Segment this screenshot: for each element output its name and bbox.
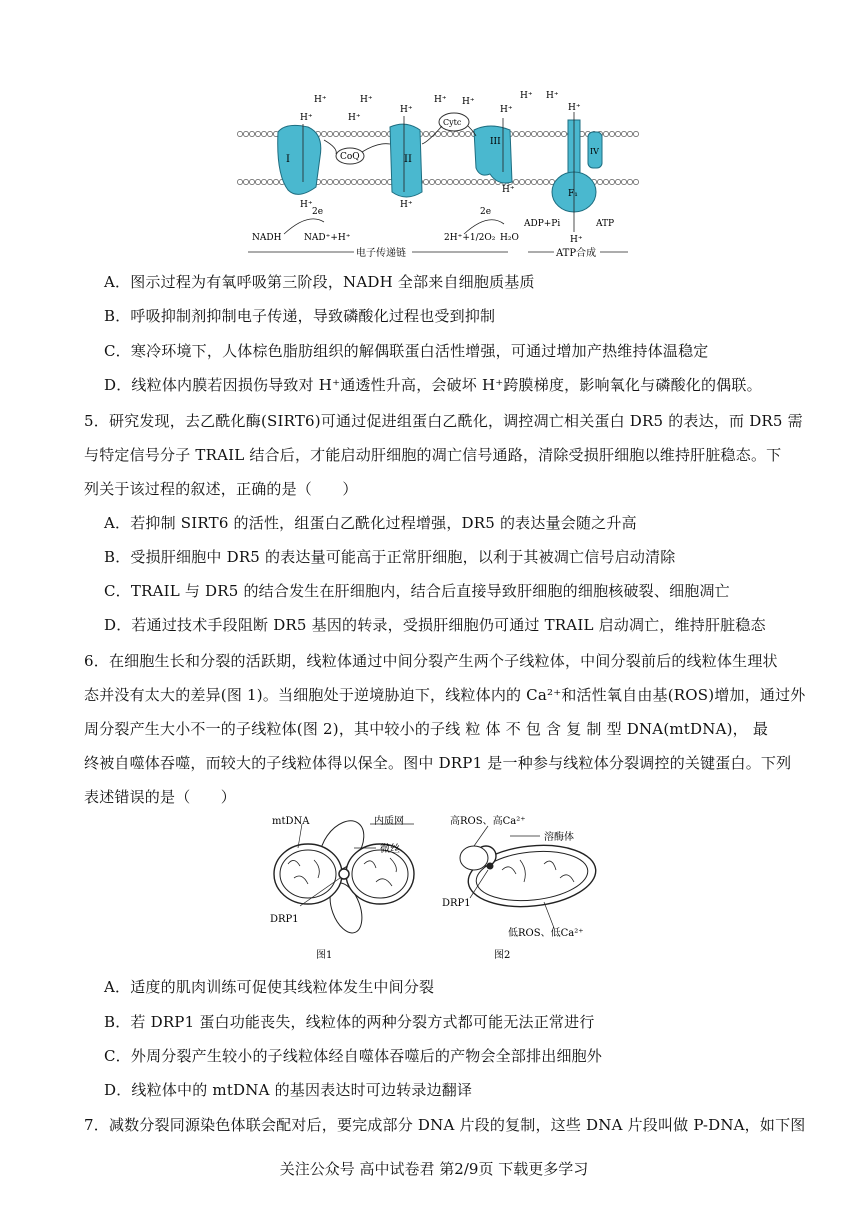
- svg-text:溶酶体: 溶酶体: [544, 832, 574, 843]
- lipid-head: [333, 179, 338, 184]
- svg-text:ADP+Pi: ADP+Pi: [524, 219, 561, 229]
- lipid-head: [459, 179, 464, 184]
- lipid-head: [255, 179, 260, 184]
- svg-text:图2: 图2: [494, 950, 511, 961]
- lipid-head: [531, 131, 536, 136]
- svg-text:2H⁺+1/2O₂: 2H⁺+1/2O₂: [444, 233, 496, 243]
- lipid-head: [261, 179, 266, 184]
- lipid-head: [435, 179, 440, 184]
- lipid-head: [519, 179, 524, 184]
- lipid-head: [621, 179, 626, 184]
- svg-text:高ROS、高Ca²⁺: 高ROS、高Ca²⁺: [450, 816, 526, 827]
- lipid-head: [381, 179, 386, 184]
- lipid-head: [633, 179, 638, 184]
- lipid-head: [339, 179, 344, 184]
- lipid-head: [333, 131, 338, 136]
- lipid-head: [465, 131, 470, 136]
- lipid-head: [519, 131, 524, 136]
- complex-ii-label: II: [404, 154, 412, 165]
- q5-stem-1: 5．研究发现，去乙酰化酶(SIRT6)可通过促进组蛋白乙酰化，调控凋亡相关蛋白 DR5 的表达，而 DR5 需: [84, 412, 803, 430]
- lipid-head: [537, 131, 542, 136]
- svg-text:H₂O: H₂O: [500, 233, 519, 243]
- lipid-head: [489, 179, 494, 184]
- lipid-head: [261, 131, 266, 136]
- complex-iv-label: IV: [590, 147, 599, 156]
- svg-text:H⁺: H⁺: [348, 113, 361, 123]
- lipid-head: [357, 179, 362, 184]
- lipid-head: [381, 131, 386, 136]
- svg-text:H⁺: H⁺: [300, 113, 313, 123]
- lipid-head: [465, 179, 470, 184]
- chain-legend: [248, 245, 628, 259]
- bottom-reactions: [252, 207, 614, 245]
- q6-option-d: D．线粒体中的 mtDNA 的基因表达时可边转录边翻译: [104, 1081, 473, 1099]
- page-footer: 关注公众号 高中试卷君 第2/9页 下载更多学习: [279, 1160, 589, 1178]
- lipid-head: [363, 179, 368, 184]
- lipid-head: [423, 179, 428, 184]
- svg-text:ATP: ATP: [596, 219, 615, 229]
- lipid-head: [543, 179, 548, 184]
- q5-option-b: B．受损肝细胞中 DR5 的表达量可能高于正常肝细胞，以利于其被凋亡信号启动清除: [104, 548, 676, 566]
- q6-option-b: B．若 DRP1 蛋白功能丧失，线粒体的两种分裂方式都可能无法正常进行: [104, 1013, 595, 1031]
- lipid-head: [615, 179, 620, 184]
- q5-option-c: C．TRAIL 与 DR5 的结合发生在肝细胞内，结合后直接导致肝细胞的细胞核破裂、细胞凋亡: [104, 582, 730, 600]
- svg-text:H⁺: H⁺: [314, 95, 327, 105]
- lipid-head: [255, 131, 260, 136]
- lipid-head: [453, 179, 458, 184]
- svg-text:微丝: 微丝: [380, 844, 400, 855]
- q6-stem-2: 态并没有太大的差异(图 1)。当细胞处于逆境胁迫下，线粒体内的 Ca²⁺和活性氧自由基(ROS)增加，通过外: [84, 686, 806, 704]
- coq-label: CoQ: [340, 152, 360, 162]
- q6-stem-1: 6．在细胞生长和分裂的活跃期，线粒体通过中间分裂产生两个子线粒体，中间分裂前后的线粒体生理状: [84, 652, 778, 670]
- svg-text:H⁺: H⁺: [546, 91, 559, 101]
- lipid-head: [627, 179, 632, 184]
- lipid-head: [327, 179, 332, 184]
- lipid-head: [453, 131, 458, 136]
- lipid-head: [429, 179, 434, 184]
- q6-stem-5: 表述错误的是（ ）: [84, 788, 237, 806]
- electron-transport-diagram: [228, 82, 648, 262]
- q7-stem-1: 7．减数分裂同源染色体联会配对后，要完成部分 DNA 片段的复制，这些 DNA 片段叫做 P-DNA，如下图: [84, 1116, 806, 1134]
- lipid-head: [351, 179, 356, 184]
- lipid-head: [483, 179, 488, 184]
- q4-option-a: A．图示过程为有氧呼吸第三阶段，NADH 全部来自细胞质基质: [104, 273, 535, 291]
- svg-text:H⁺: H⁺: [462, 97, 475, 107]
- q6-stem-4: 终被自噬体吞噬，而较大的子线粒体得以保全。图中 DRP1 是一种参与线粒体分裂调控的关键蛋白。下列: [84, 754, 792, 772]
- lipid-head: [603, 179, 608, 184]
- lipid-head: [537, 179, 542, 184]
- lipid-head: [441, 179, 446, 184]
- lipid-head: [369, 179, 374, 184]
- lipid-head: [243, 131, 248, 136]
- svg-text:H⁺: H⁺: [400, 200, 413, 210]
- lipid-head: [441, 131, 446, 136]
- lipid-head: [249, 179, 254, 184]
- svg-text:NAD⁺+H⁺: NAD⁺+H⁺: [304, 233, 351, 243]
- svg-text:2e: 2e: [480, 207, 492, 217]
- cytc-label: Cytc: [443, 118, 462, 127]
- lipid-head: [471, 179, 476, 184]
- q6-option-a: A．适度的肌肉训练可促使其线粒体发生中间分裂: [104, 978, 435, 996]
- svg-text:图1: 图1: [316, 950, 333, 961]
- svg-text:H⁺: H⁺: [570, 235, 583, 245]
- top-proton-labels: [314, 91, 559, 123]
- lipid-head: [351, 131, 356, 136]
- svg-text:DRP1: DRP1: [442, 898, 471, 909]
- lipid-head: [549, 131, 554, 136]
- lipid-head: [555, 131, 560, 136]
- svg-text:NADH: NADH: [252, 233, 282, 243]
- lipid-head: [525, 131, 530, 136]
- peripheral-division: [460, 826, 599, 928]
- svg-text:H⁺: H⁺: [520, 91, 533, 101]
- svg-text:H⁺: H⁺: [360, 95, 373, 105]
- lipid-head: [531, 179, 536, 184]
- lipid-head: [237, 179, 242, 184]
- lipid-head: [459, 131, 464, 136]
- lipid-head: [243, 179, 248, 184]
- lipid-head: [363, 131, 368, 136]
- lipid-head: [615, 131, 620, 136]
- svg-text:ATP合成: ATP合成: [556, 248, 597, 259]
- svg-text:内质网: 内质网: [374, 816, 404, 827]
- lipid-head: [345, 179, 350, 184]
- q4-option-c: C．寒冷环境下，人体棕色脂肪组织的解偶联蛋白活性增强，可通过增加产热维持体温稳定: [104, 342, 709, 360]
- proton-arrows: [303, 112, 574, 232]
- lipid-head: [345, 131, 350, 136]
- lipid-head: [369, 131, 374, 136]
- svg-text:H⁺: H⁺: [500, 105, 513, 115]
- lipid-head: [609, 131, 614, 136]
- lipid-head: [603, 131, 608, 136]
- lipid-head: [321, 179, 326, 184]
- svg-text:2e: 2e: [312, 207, 324, 217]
- lipid-head: [327, 131, 332, 136]
- lipid-head: [609, 179, 614, 184]
- q5-option-a: A．若抑制 SIRT6 的活性，组蛋白乙酰化过程增强，DR5 的表达量会随之升高: [104, 514, 637, 532]
- q5-option-d: D．若通过技术手段阻断 DR5 基因的转录，受损肝细胞仍可通过 TRAIL 启动凋亡，维持肝脏稳态: [104, 616, 766, 634]
- lipid-head: [633, 131, 638, 136]
- lipid-head: [561, 131, 566, 136]
- lipid-head: [357, 131, 362, 136]
- complex-iii: [474, 126, 512, 183]
- lipid-head: [513, 179, 518, 184]
- lipid-head: [321, 131, 326, 136]
- q6-stem-3: 周分裂产生大小不一的子线粒体(图 2)，其中较小的子线 粒 体 不 包 含 复 制 型 DNA(mtDNA)， 最: [84, 720, 769, 738]
- lipid-head: [249, 131, 254, 136]
- lipid-head: [543, 131, 548, 136]
- svg-text:H⁺: H⁺: [434, 95, 447, 105]
- lipid-head: [513, 131, 518, 136]
- lipid-head: [447, 179, 452, 184]
- lipid-head: [597, 179, 602, 184]
- svg-text:H⁺: H⁺: [300, 200, 313, 210]
- q5-stem-3: 列关于该过程的叙述，正确的是（ ）: [84, 480, 358, 498]
- f1-label: F₁: [568, 189, 578, 199]
- svg-text:电子传递链: 电子传递链: [356, 248, 406, 259]
- svg-text:H⁺: H⁺: [400, 105, 413, 115]
- lipid-head: [267, 179, 272, 184]
- q5-stem-2: 与特定信号分子 TRAIL 结合后，才能启动肝细胞的凋亡信号通路，清除受损肝细胞以维持肝脏稳态。下: [84, 446, 782, 464]
- svg-text:H⁺: H⁺: [502, 185, 515, 195]
- svg-text:H⁺: H⁺: [568, 103, 581, 113]
- complex-i: [278, 125, 321, 194]
- lipid-head: [429, 131, 434, 136]
- lipid-head: [237, 131, 242, 136]
- lipid-head: [477, 179, 482, 184]
- lipid-head: [447, 131, 452, 136]
- q4-option-d: D．线粒体内膜若因损伤导致对 H⁺通透性升高，会破坏 H⁺跨膜梯度，影响氧化与磷酸化的偶联。: [104, 376, 762, 394]
- mitochondria-division-diagram: [264, 812, 604, 964]
- lipid-head: [423, 131, 428, 136]
- svg-text:mtDNA: mtDNA: [272, 816, 310, 827]
- lipid-head: [621, 131, 626, 136]
- lipid-head: [627, 131, 632, 136]
- svg-text:低ROS、低Ca²⁺: 低ROS、低Ca²⁺: [508, 928, 584, 939]
- lipid-head: [273, 179, 278, 184]
- complex-i-label: I: [286, 154, 290, 165]
- lipid-head: [339, 131, 344, 136]
- lipid-head: [375, 131, 380, 136]
- svg-text:DRP1: DRP1: [270, 914, 299, 925]
- lipid-head: [267, 131, 272, 136]
- q6-option-c: C．外周分裂产生较小的子线粒体经自噬体吞噬后的产物会全部排出细胞外: [104, 1047, 603, 1065]
- q4-option-b: B．呼吸抑制剂抑制电子传递，导致磷酸化过程也受到抑制: [104, 307, 496, 325]
- lipid-head: [525, 179, 530, 184]
- lipid-head: [375, 179, 380, 184]
- complex-iii-label: III: [490, 137, 501, 147]
